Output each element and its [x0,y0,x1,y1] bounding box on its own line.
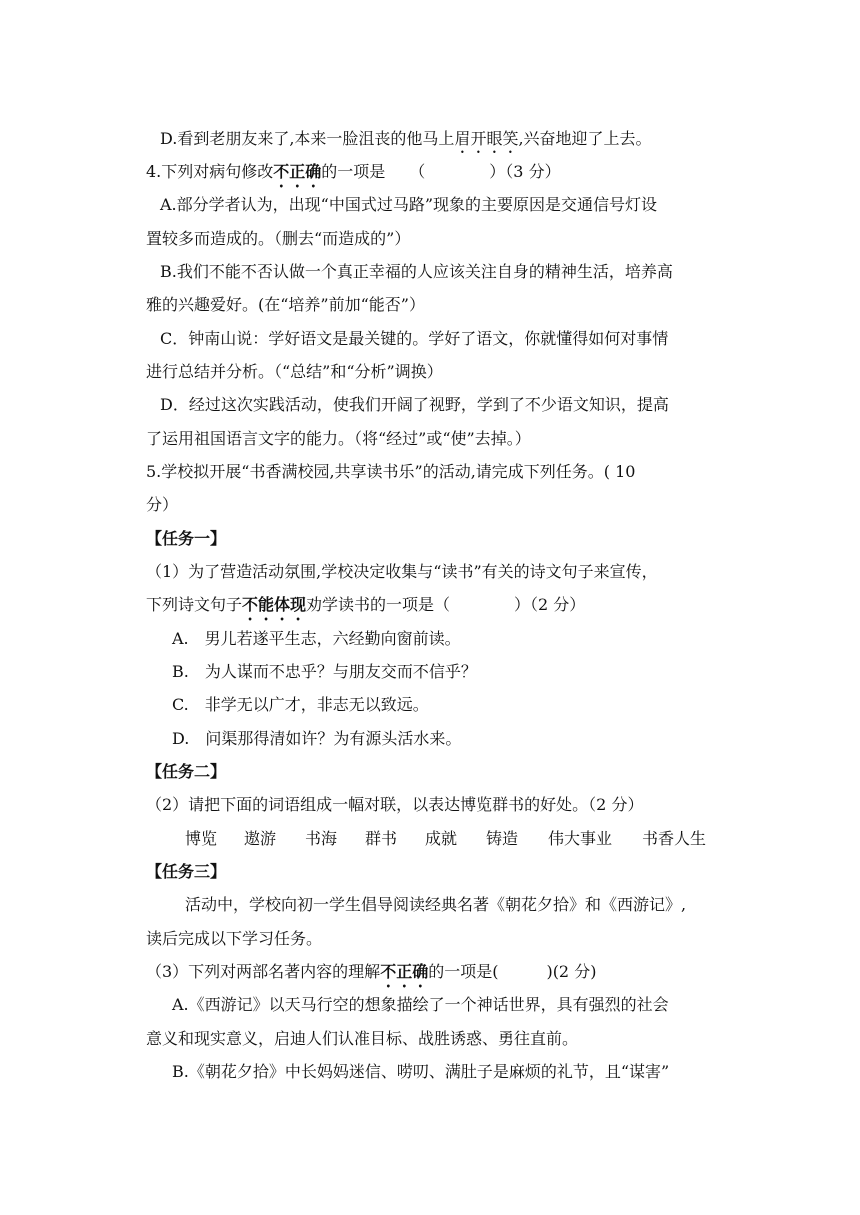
q3-option-d [160,128,652,157]
emphasized-word: 不正确 [273,162,322,181]
task1-option-a: A. 男儿若遂平生志，六经勤向窗前读。 [172,629,461,648]
word-item: 群书 [365,829,398,848]
q5-stem-line1: 5.学校拟开展“书香满校园,共享读书乐”的活动,请完成下列任务。( 10 [146,462,636,481]
emphasized-word: 不能体现 [242,595,307,614]
task3-intro-line1: 活动中，学校向初一学生倡导阅读经典名著《朝花夕拾》和《西游记》, [185,895,687,914]
task1-option-c: C. 非学无以广才，非志无以致远。 [172,695,429,714]
word-item: 博览 [185,829,218,848]
q3-option-d-text: D.看到老朋友来了,本来一脸沮丧的他马上 [160,129,455,148]
task3-option-b-line1: B.《朝花夕拾》中长妈妈迷信、唠叨、满肚子是麻烦的礼节，且“谋害” [172,1062,670,1081]
q3-option-d-text-end: ,兴奋地迎了上去。 [518,129,652,148]
task1-question-text: 下列诗文句子 [146,595,243,614]
task1-title: 【任务一】 [146,529,227,548]
q4-option-b-line2: 雅的兴趣爱好。(在“培养”前加“能否”） [146,295,425,314]
task3-option-a-line2: 意义和现实意义，启迪人们认准目标、战胜诱惑、勇往直前。 [146,1029,579,1048]
task3-question-text-end: 的一项是( )(2 分) [428,962,597,981]
word-item: 书香人生 [642,829,707,848]
word-item: 成就 [425,829,458,848]
q4-stem-text: 4.下列对病句修改 [146,162,274,181]
q4-option-b-line1: B.我们不能不否认做一个真正幸福的人应该关注自身的精神生活，培养高 [160,262,673,281]
task1-option-b: B. 为人谋而不忠乎？与朋友交而不信乎？ [172,662,477,681]
task3-question [146,961,596,991]
task2-title: 【任务二】 [146,762,227,781]
emphasized-word: 不正确 [380,962,429,981]
q4-option-d-line1: D．经过这次实践活动，使我们开阔了视野，学到了不少语文知识，提高 [160,395,669,414]
emphasized-phrase: 眉开眼笑 [454,129,519,148]
q4-stem [146,161,561,191]
word-item: 遨游 [244,829,277,848]
task3-intro-line2: 读后完成以下学习任务。 [146,929,323,948]
word-item: 书海 [305,829,338,848]
task1-question-text-end: 劝学读书的一项是（ ）（2 分） [306,595,586,614]
q4-option-a-line1: A.部分学者认为，出现“中国式过马路”现象的主要原因是交通信号灯设 [160,195,658,214]
task3-option-a-line1: A.《西游记》以天马行空的想象描绘了一个神话世界，具有强烈的社会 [172,995,669,1014]
q4-option-c-line1: C．钟南山说：学好语文是最关键的。学好了语文，你就懂得如何对事情 [160,329,669,348]
task1-question-line2 [146,594,585,624]
task1-option-d: D. 问渠那得清如许？为有源头活水来。 [172,729,462,748]
q4-option-d-line2: 了运用祖国语言文字的能力。（将“经过”或“使”去掉。） [146,429,531,448]
q4-stem-text-end: 的一项是 （ ）（3 分） [321,162,561,181]
q5-stem-line2: 分） [146,495,179,514]
task3-question-text: （3）下列对两部名著内容的理解 [146,962,381,981]
q4-option-c-line2: 进行总结并分析。（“总结”和“分析”调换） [146,362,443,381]
task1-question-line1: （1）为了营造活动氛围,学校决定收集与“读书”有关的诗文句子来宣传， [146,562,658,581]
task2-question: （2）请把下面的词语组成一幅对联，以表达博览群书的好处。（2 分） [146,795,644,814]
word-item: 伟大事业 [548,829,613,848]
q4-option-a-line2: 置较多而造成的。（删去“而造成的”） [146,229,411,248]
word-item: 铸造 [486,829,519,848]
task3-title: 【任务三】 [146,862,227,881]
